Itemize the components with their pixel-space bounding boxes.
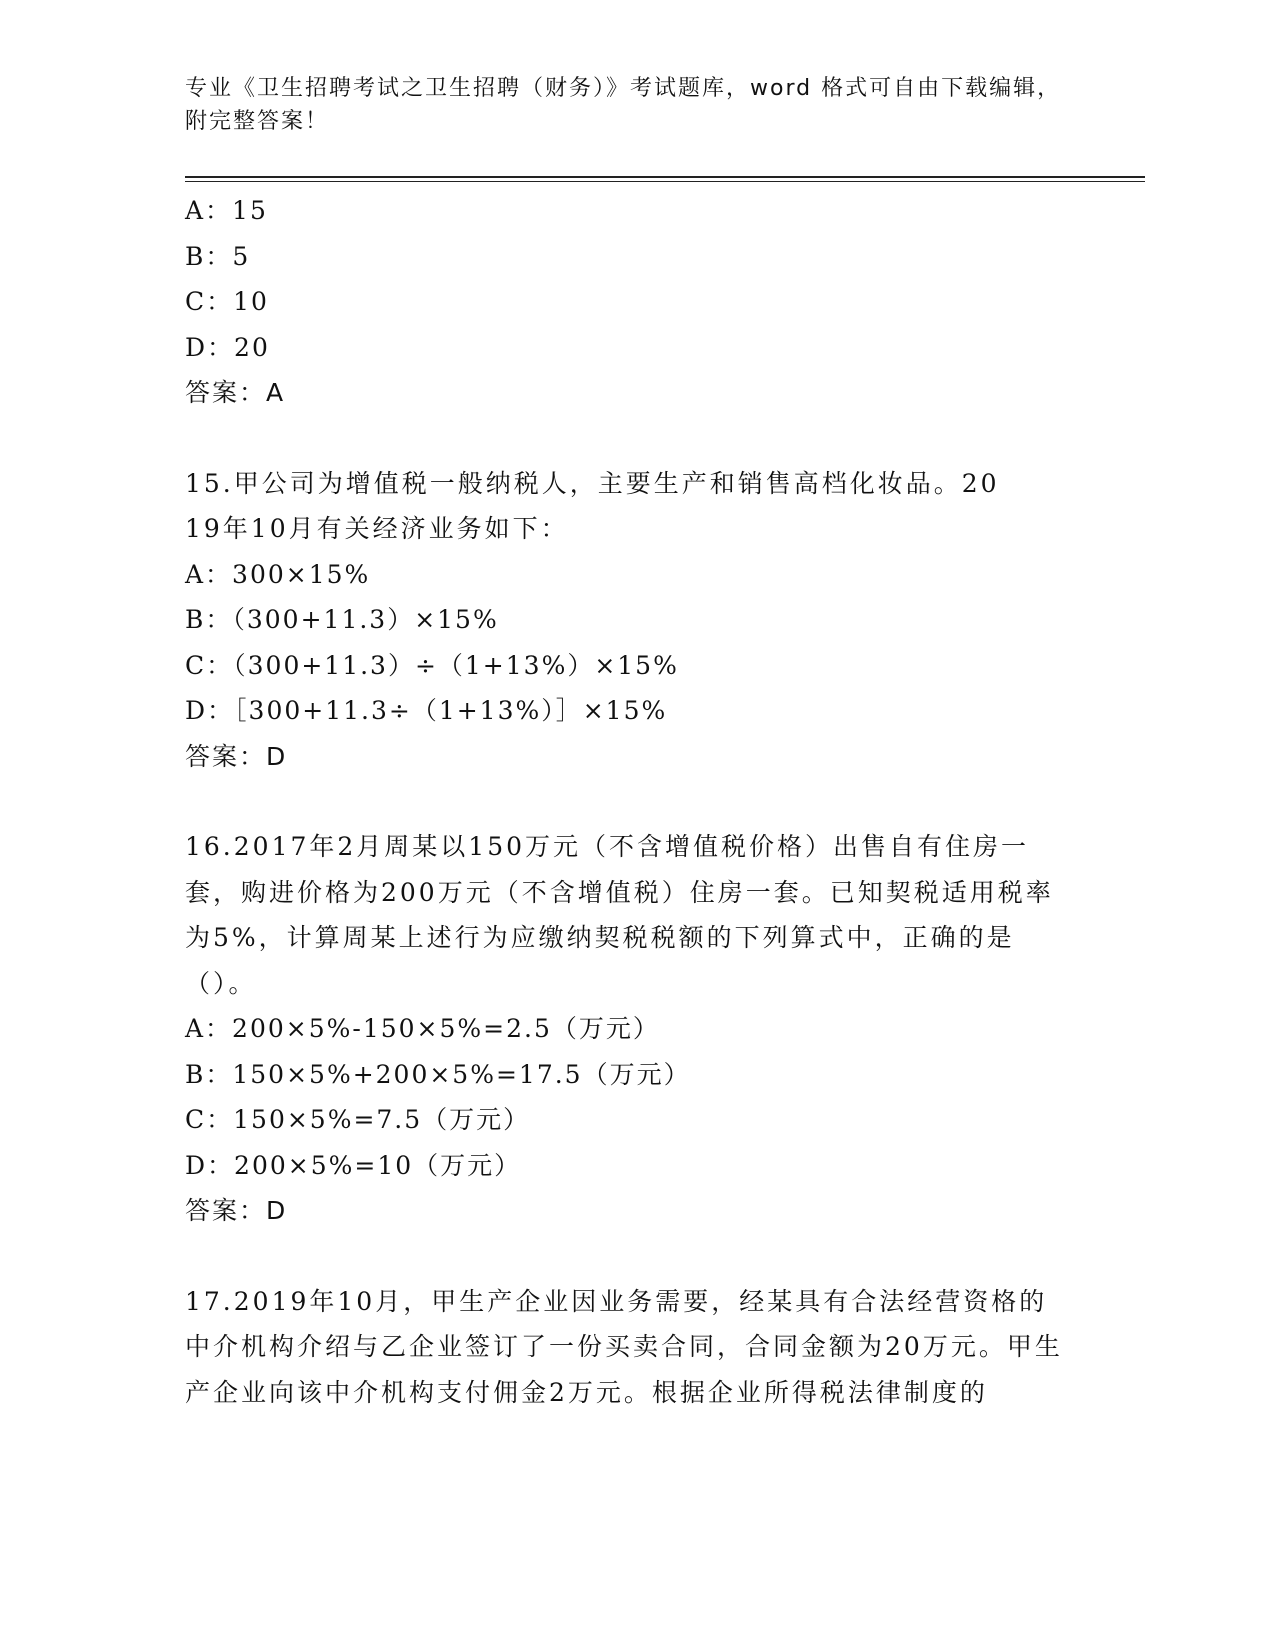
question-17 xyxy=(185,1279,1090,1416)
option-d: D：200×5%=10（万元） xyxy=(185,1150,522,1180)
option-c: C：150×5%=7.5（万元） xyxy=(185,1105,531,1134)
option-b: B：5 xyxy=(185,241,251,271)
question-content xyxy=(185,188,1090,1415)
option-a: A：15 xyxy=(185,196,268,225)
question-15 xyxy=(185,461,1090,780)
option-b: B：（300+11.3）×15% xyxy=(185,605,499,634)
header-divider-thick xyxy=(185,176,1145,178)
option-a: A：300×15% xyxy=(185,559,371,589)
option-d: D：20 xyxy=(185,332,270,362)
answer-line: 答案：D xyxy=(185,741,288,771)
option-c: C：10 xyxy=(185,287,269,316)
question-stem: 16.2017年2月周某以150万元（不含增值税价格）出售自有住房一套，购进价格为200万元（不含增值税）住房一套。已知契税适用税率为5%，计算周某上述行为应缴纳契税税额的下列算式中，正确的是（）。 xyxy=(185,832,1054,998)
answer-line: 答案：A xyxy=(185,378,286,407)
header-divider-thin xyxy=(185,181,1145,182)
option-d: D：［300+11.3÷（1+13%）］×15% xyxy=(185,696,668,725)
question-stem: 15.甲公司为增值税一般纳税人，主要生产和销售高档化妆品。2019年10月有关经济业务如下： xyxy=(185,468,1000,543)
question-16 xyxy=(185,824,1090,1234)
option-c: C：（300+11.3）÷（1+13%）×15% xyxy=(185,650,679,680)
option-a: A：200×5%-150×5%=2.5（万元） xyxy=(185,1014,660,1043)
previous-question-tail xyxy=(185,188,1090,416)
document-header: 专业《卫生招聘考试之卫生招聘（财务）》考试题库，word 格式可自由下载编辑，附完整答案！ xyxy=(185,76,1062,134)
question-stem: 17.2019年10月，甲生产企业因业务需要，经某具有合法经营资格的中介机构介绍与乙企业签订了一份买卖合同，合同金额为20万元。甲生产企业向该中介机构支付佣金2万元。根据企业所得税法律制度的 xyxy=(185,1286,1063,1407)
option-b: B：150×5%+200×5%=17.5（万元） xyxy=(185,1059,691,1089)
answer-line: 答案：D xyxy=(185,1196,288,1225)
